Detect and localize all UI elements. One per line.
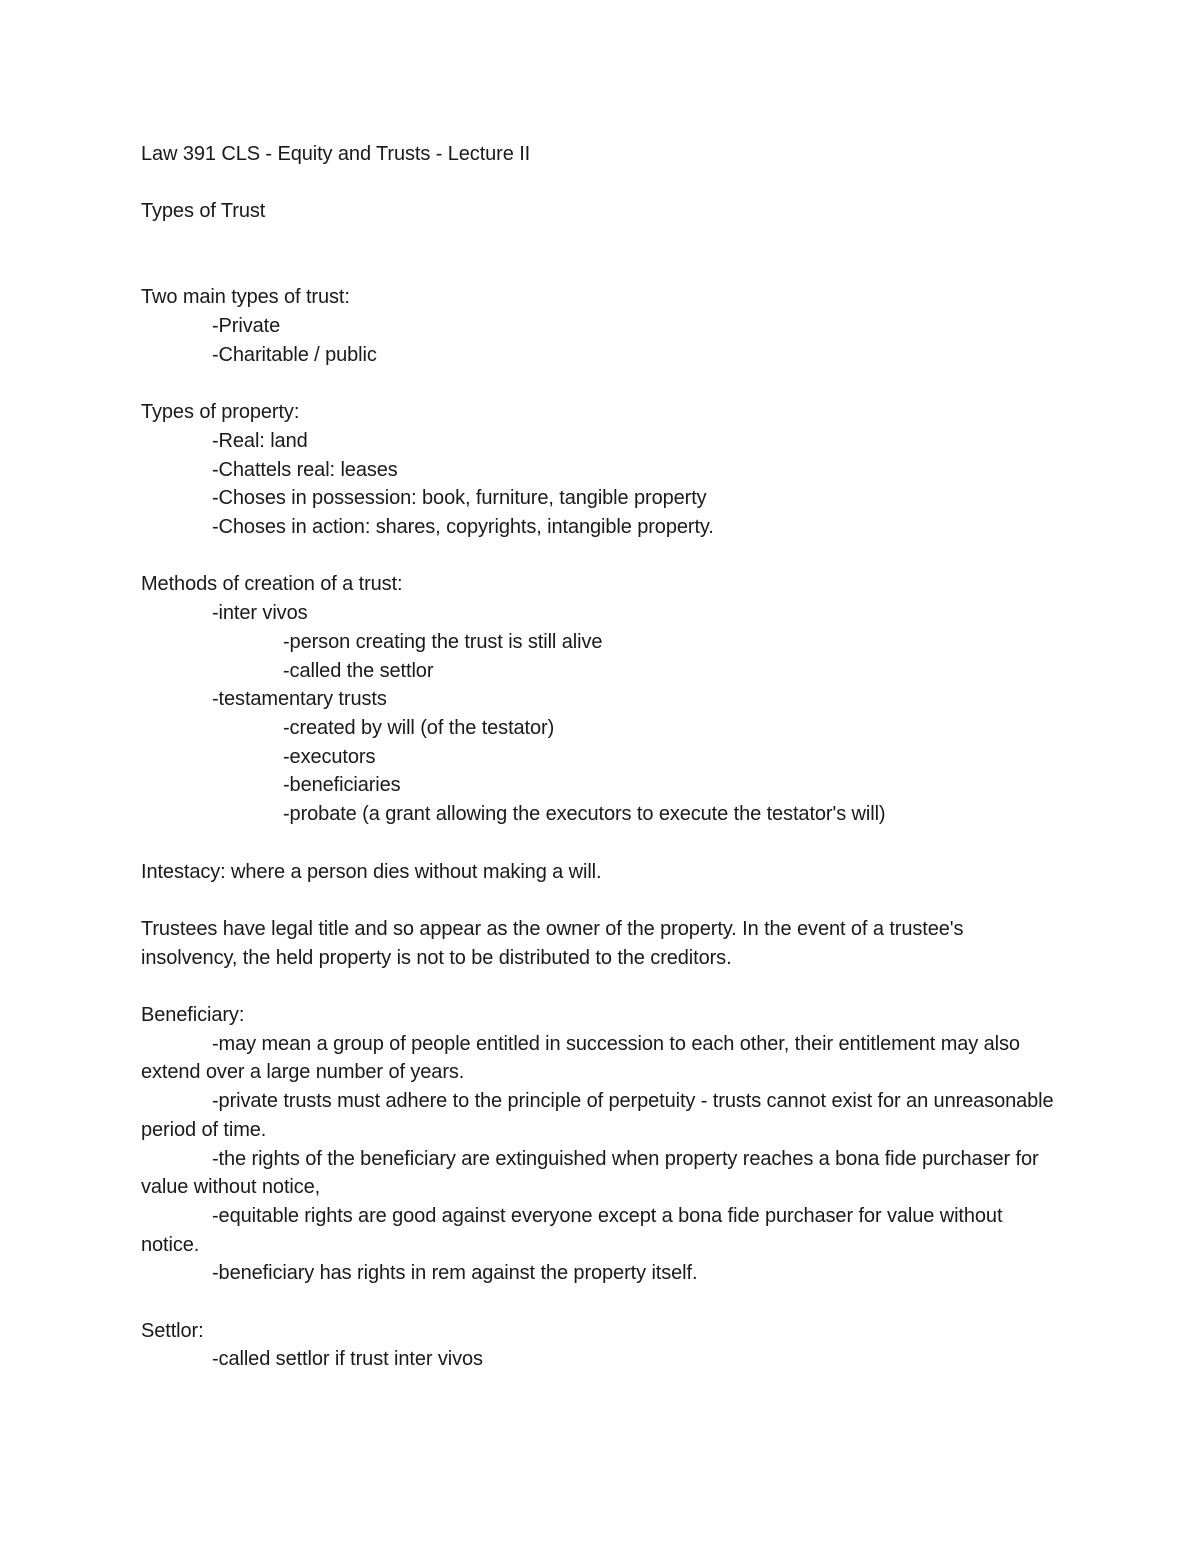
list-subitem: -beneficiaries bbox=[283, 774, 401, 797]
beneficiary-heading: Beneficiary: bbox=[141, 1003, 245, 1026]
list-item: -Chattels real: leases bbox=[212, 458, 398, 481]
list-subitem: -probate (a grant allowing the executors to execute the testator's will) bbox=[283, 803, 886, 826]
intestacy-paragraph: Intestacy: where a person dies without making a will. bbox=[141, 860, 602, 883]
list-item: -may mean a group of people entitled in succession to each other, their entitlement may also extend over a large number of years. bbox=[141, 1032, 1020, 1084]
document-body bbox=[141, 140, 1061, 1374]
list-item: -Choses in action: shares, copyrights, intangible property. bbox=[212, 516, 714, 539]
list-item: -Charitable / public bbox=[212, 343, 377, 366]
trustees-paragraph: Trustees have legal title and so appear as the owner of the property. In the event of a trustee's insolvency, the held property is not to be distributed to the creditors. bbox=[141, 917, 964, 969]
list-item-inter-vivos: -inter vivos bbox=[212, 602, 308, 625]
document-title: Law 391 CLS - Equity and Trusts - Lecture II bbox=[141, 143, 531, 165]
list-item: -equitable rights are good against everyone except a bona fide purchaser for value without notice. bbox=[141, 1204, 1003, 1256]
creation-heading: Methods of creation of a trust: bbox=[141, 573, 403, 596]
list-subitem: -called the settlor bbox=[283, 659, 434, 682]
list-item: -Real: land bbox=[212, 429, 308, 452]
section-heading-types-of-trust: Types of Trust bbox=[141, 200, 266, 223]
list-item: -Choses in possession: book, furniture, tangible property bbox=[212, 487, 707, 510]
trust-types-heading: Two main types of trust: bbox=[141, 286, 350, 309]
property-heading: Types of property: bbox=[141, 401, 300, 424]
list-item-testamentary: -testamentary trusts bbox=[212, 688, 387, 711]
list-subitem: -person creating the trust is still alive bbox=[283, 630, 603, 653]
list-subitem: -executors bbox=[283, 745, 376, 768]
list-item: -called settlor if trust inter vivos bbox=[212, 1348, 483, 1371]
list-item: -the rights of the beneficiary are extinguished when property reaches a bona fide purchaser for value without notice, bbox=[141, 1147, 1039, 1199]
list-item: -Private bbox=[212, 315, 281, 338]
list-item: -private trusts must adhere to the principle of perpetuity - trusts cannot exist for an unreasonable period of time. bbox=[141, 1090, 1054, 1141]
list-subitem: -created by will (of the testator) bbox=[283, 717, 555, 739]
settlor-heading: Settlor: bbox=[141, 1319, 204, 1342]
list-item: -beneficiary has rights in rem against the property itself. bbox=[212, 1262, 698, 1285]
